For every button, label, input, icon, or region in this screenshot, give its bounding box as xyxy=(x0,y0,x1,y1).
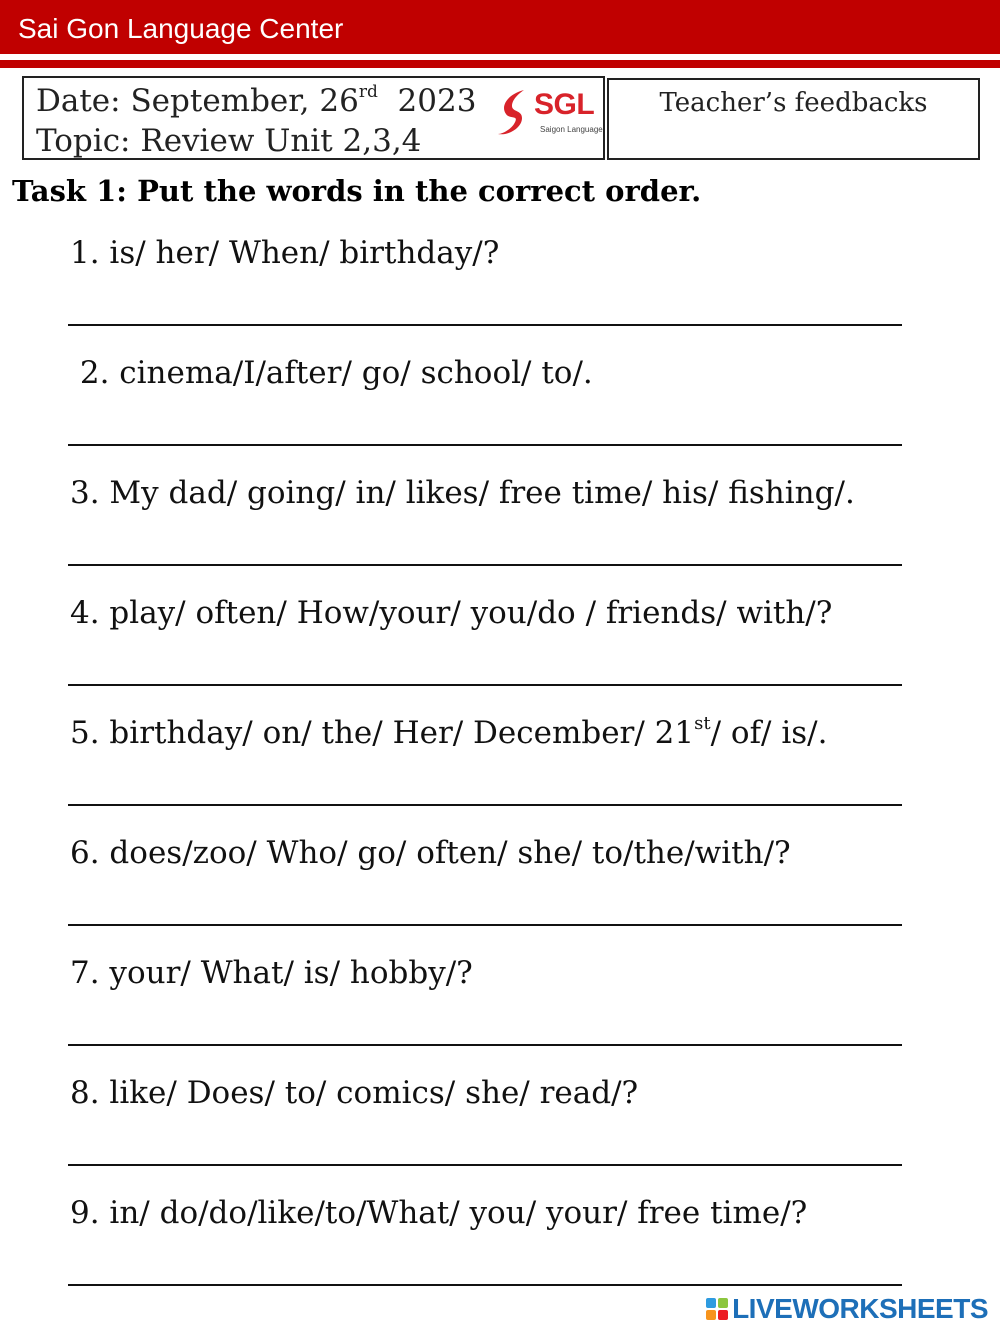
question-6: 6. does/zoo/ Who/ go/ often/ she/ to/the/with/? xyxy=(70,835,791,871)
sgl-swoosh-icon xyxy=(494,84,538,138)
answer-line-8[interactable] xyxy=(68,1164,902,1166)
question-7: 7. your/ What/ is/ hobby/? xyxy=(70,955,473,991)
answer-line-6[interactable] xyxy=(68,924,902,926)
teacher-feedback-box xyxy=(607,78,980,160)
question-1: 1. is/ her/ When/ birthday/? xyxy=(70,235,500,271)
liveworksheets-watermark xyxy=(706,1294,988,1324)
logo-subtext: Saigon Language xyxy=(540,125,603,134)
header-title: Sai Gon Language Center xyxy=(18,13,344,44)
sgl-logo xyxy=(494,84,606,140)
answer-line-1[interactable] xyxy=(68,324,902,326)
task-title: Task 1: Put the words in the correct order. xyxy=(12,174,702,208)
liveworksheets-logo-icon xyxy=(706,1298,728,1320)
answer-line-3[interactable] xyxy=(68,564,902,566)
lesson-info-box xyxy=(22,76,605,160)
question-9: 9. in/ do/do/like/to/What/ you/ your/ free time/? xyxy=(70,1195,808,1231)
answer-line-2[interactable] xyxy=(68,444,902,446)
question-8: 8. like/ Does/ to/ comics/ she/ read/? xyxy=(70,1075,639,1111)
answer-line-9[interactable] xyxy=(68,1284,902,1286)
header-stripe xyxy=(0,60,1000,68)
logo-text: SGL xyxy=(534,88,595,121)
question-5: 5. birthday/ on/ the/ Her/ December/ 21st/ of/ is/. xyxy=(70,713,828,751)
answer-line-4[interactable] xyxy=(68,684,902,686)
lesson-topic: Topic: Review Unit 2,3,4 xyxy=(36,123,422,159)
question-2: 2. cinema/I/after/ go/ school/ to/. xyxy=(70,355,593,391)
watermark-text: LIVEWORKSHEETS xyxy=(732,1293,988,1324)
teacher-feedback-label: Teacher’s feedbacks xyxy=(659,88,928,118)
question-4: 4. play/ often/ How/your/ you/do / friends/ with/? xyxy=(70,595,833,631)
question-3: 3. My dad/ going/ in/ likes/ free time/ his/ fishing/. xyxy=(70,475,855,511)
answer-line-5[interactable] xyxy=(68,804,902,806)
answer-line-7[interactable] xyxy=(68,1044,902,1046)
lesson-date: Date: September, 26rd 2023 xyxy=(36,82,477,119)
